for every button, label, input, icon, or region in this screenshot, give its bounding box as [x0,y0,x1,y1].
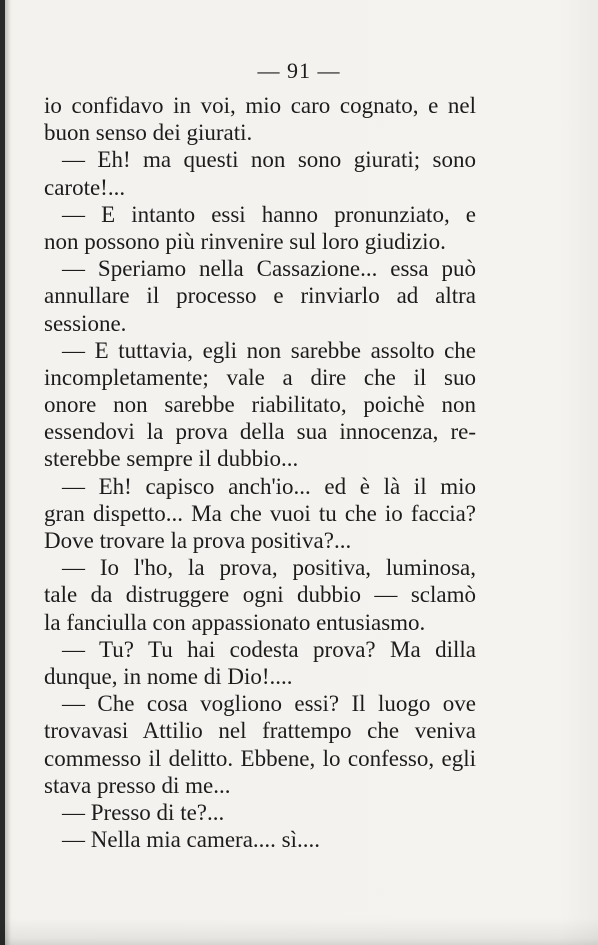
dialogue-line: — E tuttavia, egli non sarebbe assolto che [62,337,476,363]
dialogue-line: — Eh! capisco anch'io... ed è là il mio [62,473,476,499]
text-line: trovavasi Attilio nel frattempo che veniva [44,718,476,744]
body-text [44,92,476,853]
dialogue-line: — Presso di te?... [62,799,225,825]
text-line: dunque, in nome di Dio!.... [44,663,293,689]
text-line: non possono più rinvenire sul loro giudizio. [44,228,446,254]
text-line: incompletamente; vale a dire che il suo [44,364,476,390]
dialogue-line: — Tu? Tu hai codesta prova? Ma dilla [62,636,476,662]
text-line: io confidavo in voi, mio caro cognato, e nel [44,93,476,118]
text-line: sessione. [44,310,127,336]
text-line: stava presso di me... [44,772,231,798]
text-line: sterebbe sempre il dubbio... [44,446,299,472]
text-line: la fanciulla con appassionato entusiasmo. [44,609,426,635]
page-bottom-shadow [0,918,598,945]
text-line: commesso il delitto. Ebbene, lo confesso, egli [44,745,476,771]
text-line: annullare il processo e rinviarlo ad altra [44,283,476,309]
text-line: tale da distruggere ogni dubbio — sclamò [44,582,476,608]
dialogue-line: — Che cosa vogliono essi? Il luogo ove [62,691,476,717]
dialogue-line: — Io l'ho, la prova, positiva, luminosa, [62,555,476,581]
page-number: — 91 — [257,58,341,83]
text-line: gran dispetto... Ma che vuoi tu che io faccia? [44,500,476,526]
text-line: carote!... [44,174,126,200]
text-line: essendovi la prova della sua innocenza, re- [44,419,476,445]
dialogue-line: — E intanto essi hanno pronunziato, e [62,201,476,227]
text-line: buon senso dei giurati. [44,120,253,146]
dialogue-line: — Nella mia camera.... sì.... [62,827,321,853]
binding-shadow [5,0,11,945]
dialogue-line: — Eh! ma questi non sono giurati; sono [62,147,476,173]
dialogue-line: — Speriamo nella Cassazione... essa può [62,256,476,282]
text-line: onore non sarebbe riabilitato, poichè non [44,392,476,418]
text-line: Dove trovare la prova positiva?... [44,528,352,553]
